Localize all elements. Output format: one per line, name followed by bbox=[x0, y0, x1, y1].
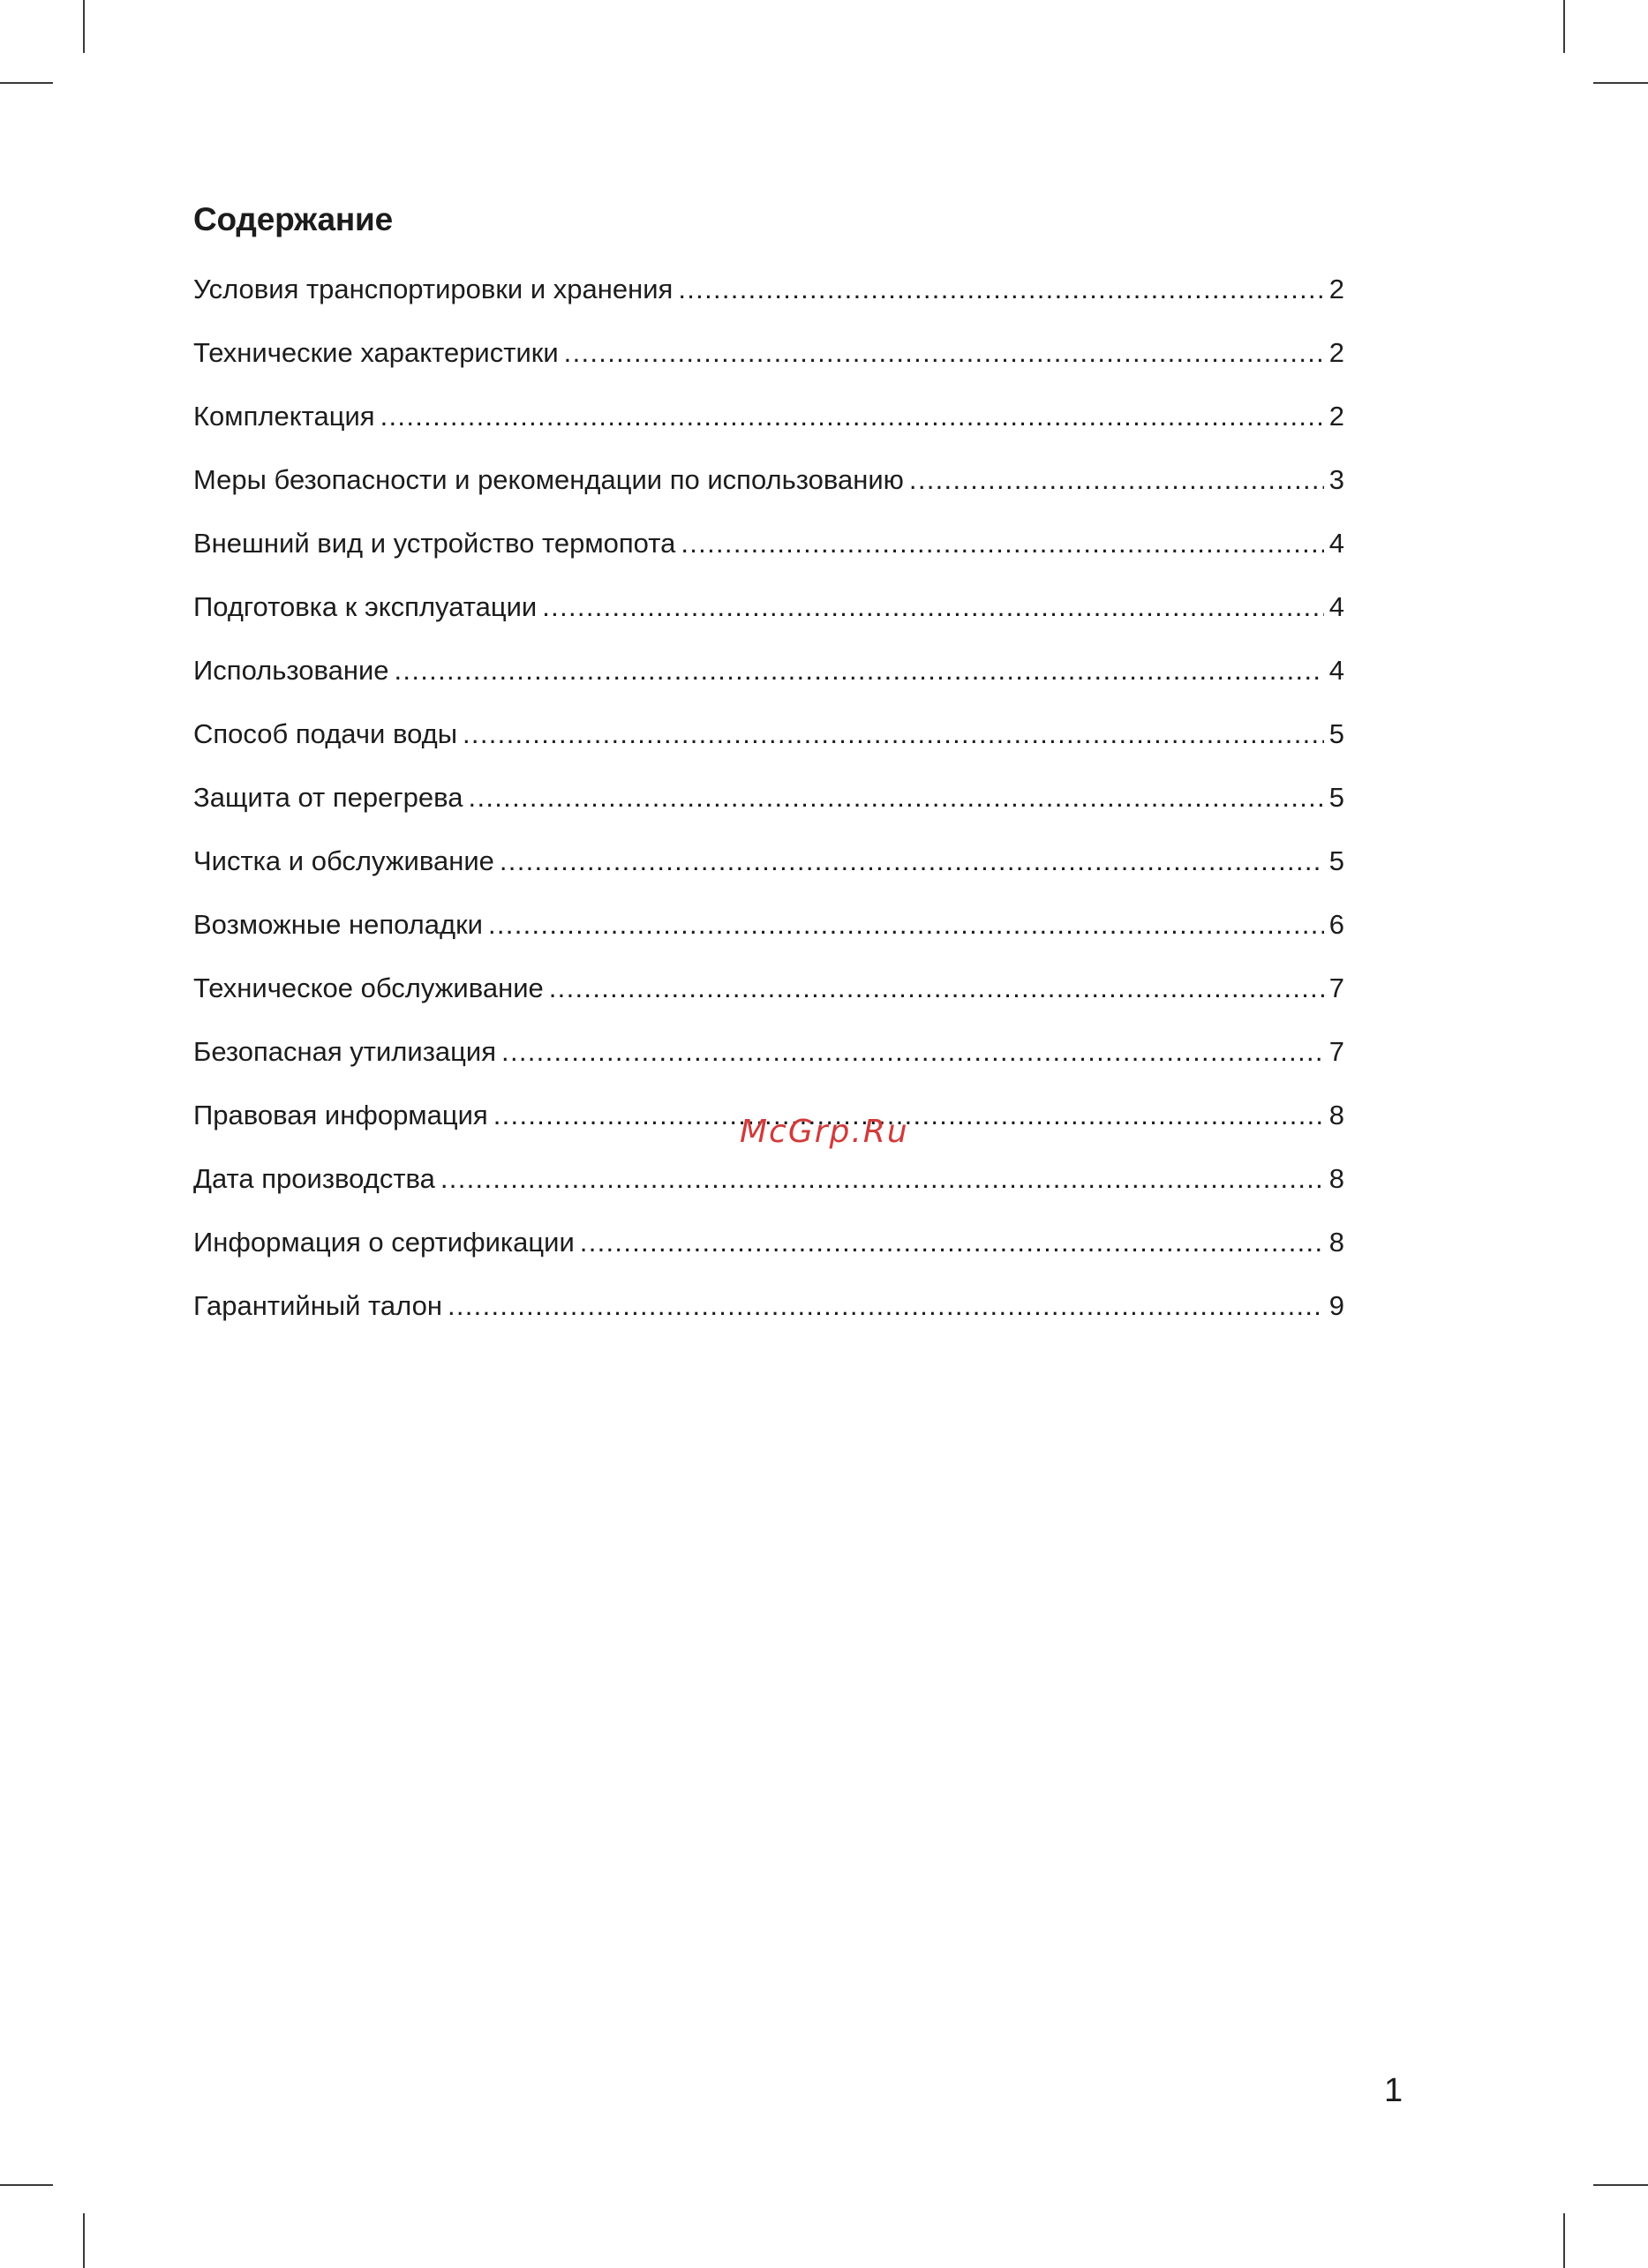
toc-item-label: Комплектация bbox=[193, 401, 375, 432]
toc-list bbox=[193, 267, 1344, 1347]
toc-item-page: 2 bbox=[1328, 274, 1344, 304]
toc-item[interactable] bbox=[193, 457, 1344, 521]
crop-mark-bottom-right-vertical bbox=[1563, 2213, 1565, 2268]
toc-dot-leader bbox=[564, 330, 1324, 376]
toc-dot-leader bbox=[380, 394, 1324, 439]
toc-item-page: 8 bbox=[1328, 1100, 1344, 1130]
toc-dot-leader bbox=[542, 584, 1324, 630]
toc-item-label: Меры безопасности и рекомендации по использованию bbox=[193, 464, 904, 495]
toc-item-page: 4 bbox=[1328, 655, 1344, 686]
toc-item[interactable] bbox=[193, 838, 1344, 902]
toc-item-label: Безопасная утилизация bbox=[193, 1036, 497, 1067]
toc-item[interactable] bbox=[193, 1156, 1344, 1220]
crop-mark-top-left-horizontal bbox=[0, 82, 53, 84]
toc-item[interactable] bbox=[193, 711, 1344, 775]
toc-item-page: 2 bbox=[1328, 337, 1344, 368]
toc-item-page: 3 bbox=[1328, 464, 1344, 495]
toc-dot-leader bbox=[395, 648, 1324, 694]
watermark: McGrp.Ru bbox=[740, 1114, 909, 1150]
toc-dot-leader bbox=[580, 1220, 1324, 1265]
toc-item[interactable] bbox=[193, 648, 1344, 711]
toc-item[interactable] bbox=[193, 394, 1344, 457]
toc-item-page: 4 bbox=[1328, 528, 1344, 559]
toc-dot-leader bbox=[500, 838, 1324, 884]
toc-item-label: Возможные неполадки bbox=[193, 909, 483, 940]
crop-mark-bottom-left-horizontal bbox=[0, 2184, 53, 2186]
toc-item-page: 5 bbox=[1328, 782, 1344, 813]
toc-item-label: Информация о сертификации bbox=[193, 1227, 575, 1258]
toc-item-page: 8 bbox=[1328, 1227, 1344, 1258]
toc-item-label: Способ подачи воды bbox=[193, 718, 457, 749]
toc-item-page: 4 bbox=[1328, 591, 1344, 622]
crop-mark-top-left-vertical bbox=[83, 0, 85, 53]
toc-dot-leader bbox=[469, 775, 1324, 821]
toc-dot-leader bbox=[488, 902, 1324, 948]
toc-dot-leader bbox=[678, 267, 1323, 312]
toc-item-page: 7 bbox=[1328, 973, 1344, 1003]
crop-mark-top-right-horizontal bbox=[1593, 82, 1648, 84]
toc-item-label: Подготовка к эксплуатации bbox=[193, 591, 538, 622]
toc-dot-leader bbox=[909, 457, 1324, 503]
crop-mark-top-right-vertical bbox=[1563, 0, 1565, 53]
toc-item-page: 8 bbox=[1328, 1163, 1344, 1194]
toc-item[interactable] bbox=[193, 584, 1344, 648]
toc-item[interactable] bbox=[193, 1029, 1344, 1093]
toc-item-label: Использование bbox=[193, 655, 389, 686]
toc-dot-leader bbox=[549, 965, 1324, 1011]
toc-item-page: 5 bbox=[1328, 718, 1344, 749]
toc-title: Содержание bbox=[193, 201, 393, 237]
toc-item-label: Гарантийный талон bbox=[193, 1290, 442, 1321]
toc-item[interactable] bbox=[193, 1283, 1344, 1347]
toc-item-label: Дата производства bbox=[193, 1163, 435, 1194]
toc-item-label: Защита от перегрева bbox=[193, 782, 463, 813]
toc-item[interactable] bbox=[193, 330, 1344, 394]
toc-item-label: Внешний вид и устройство термопота bbox=[193, 528, 676, 559]
toc-dot-leader bbox=[463, 711, 1324, 757]
crop-mark-bottom-right-horizontal bbox=[1593, 2184, 1648, 2186]
page-number: 1 bbox=[1384, 2072, 1403, 2109]
toc-item-page: 5 bbox=[1328, 845, 1344, 876]
toc-dot-leader bbox=[681, 521, 1323, 567]
toc-item[interactable] bbox=[193, 521, 1344, 584]
toc-dot-leader bbox=[501, 1029, 1324, 1075]
toc-item-page: 2 bbox=[1328, 401, 1344, 432]
toc-dot-leader bbox=[448, 1283, 1324, 1329]
toc-item[interactable] bbox=[193, 965, 1344, 1029]
toc-item-label: Технические характеристики bbox=[193, 337, 559, 368]
toc-item-label: Техническое обслуживание bbox=[193, 973, 544, 1003]
crop-mark-bottom-left-vertical bbox=[83, 2213, 85, 2268]
toc-item-page: 7 bbox=[1328, 1036, 1344, 1067]
toc-item-page: 9 bbox=[1328, 1290, 1344, 1321]
toc-item-label: Правовая информация bbox=[193, 1100, 488, 1130]
toc-item[interactable] bbox=[193, 902, 1344, 965]
toc-item[interactable] bbox=[193, 267, 1344, 330]
toc-item-label: Чистка и обслуживание bbox=[193, 845, 494, 876]
toc-item-page: 6 bbox=[1328, 909, 1344, 940]
toc-item[interactable] bbox=[193, 775, 1344, 838]
toc-dot-leader bbox=[440, 1156, 1324, 1202]
toc-item-label: Условия транспортировки и хранения bbox=[193, 274, 673, 304]
toc-item[interactable] bbox=[193, 1220, 1344, 1283]
